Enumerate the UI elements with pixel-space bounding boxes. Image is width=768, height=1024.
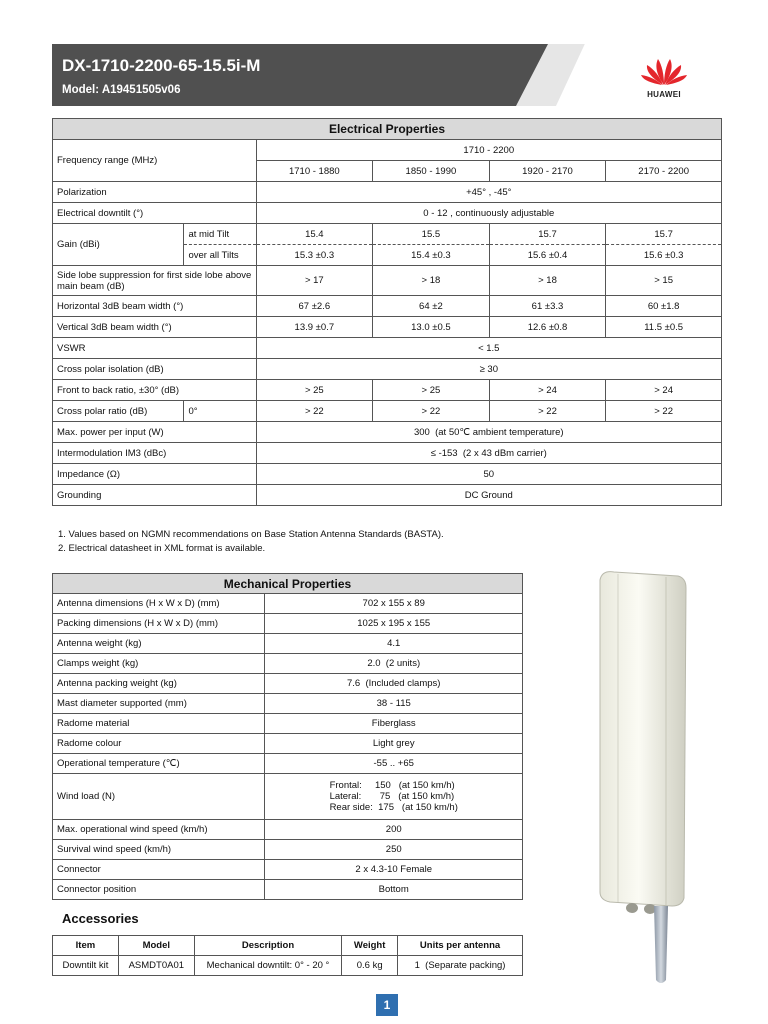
xpr-cell: > 22 xyxy=(489,401,606,422)
vbw-cell: 11.5 ±0.5 xyxy=(606,317,722,338)
acc-col-header: Weight xyxy=(342,936,398,956)
wind-load-value xyxy=(265,774,523,820)
xpr-cell: > 22 xyxy=(606,401,722,422)
mech-value: -55 .. +65 xyxy=(265,754,523,774)
accessories-heading: Accessories xyxy=(62,911,139,926)
mech-value: Bottom xyxy=(265,880,523,900)
hbw-cell: 60 ±1.8 xyxy=(606,296,722,317)
wind-line: Frontal: 150 (at 150 km/h) xyxy=(329,780,455,791)
grounding-value: DC Ground xyxy=(256,485,721,506)
fb-label: Front to back ratio, ±30° (dB) xyxy=(53,380,257,401)
grounding-label: Grounding xyxy=(53,485,257,506)
mech-value: 4.1 xyxy=(265,634,523,654)
mech-value: Light grey xyxy=(265,734,523,754)
mech-label: Radome colour xyxy=(53,734,265,754)
gain-mid-cell: 15.7 xyxy=(606,224,722,245)
acc-cell: 1 (Separate packing) xyxy=(398,956,523,976)
sidelobe-cell: > 15 xyxy=(606,266,722,296)
downtilt-label: Electrical downtilt (°) xyxy=(53,203,257,224)
mechanical-properties-table xyxy=(52,573,523,900)
footnote: 2. Electrical datasheet in XML format is available. xyxy=(58,543,266,554)
gain-mid-cell: 15.7 xyxy=(489,224,606,245)
xpr-cell: > 22 xyxy=(373,401,490,422)
mech-value: 702 x 155 x 89 xyxy=(265,594,523,614)
mech-label: Operational temperature (℃) xyxy=(53,754,265,774)
power-value: 300 (at 50℃ ambient temperature) xyxy=(256,422,721,443)
gain-label: Gain (dBi) xyxy=(53,224,184,266)
accessories-table xyxy=(52,935,523,976)
xpr-angle: 0° xyxy=(184,401,256,422)
vbw-cell: 13.0 ±0.5 xyxy=(373,317,490,338)
mech-value: 7.6 (Included clamps) xyxy=(265,674,523,694)
band-cell: 1710 - 1880 xyxy=(256,161,373,182)
product-title: DX-1710-2200-65-15.5i-M xyxy=(62,56,261,75)
xpi-value: ≥ 30 xyxy=(256,359,721,380)
product-model: Model: A19451505v06 xyxy=(62,84,181,96)
band-cell: 1920 - 2170 xyxy=(489,161,606,182)
electrical-properties-table xyxy=(52,118,722,506)
polarization-label: Polarization xyxy=(53,182,257,203)
band-cell: 1850 - 1990 xyxy=(373,161,490,182)
brand-name: HUAWEI xyxy=(647,90,681,99)
wind-line: Rear side: 175 (at 150 km/h) xyxy=(329,802,458,813)
vbw-cell: 13.9 ±0.7 xyxy=(256,317,373,338)
vswr-label: VSWR xyxy=(53,338,257,359)
page-number-badge: 1 xyxy=(376,994,398,1016)
sidelobe-label: Side lobe suppression for first side lobe above main beam (dB) xyxy=(53,266,257,296)
fb-cell: > 25 xyxy=(373,380,490,401)
gain-mid-label: at mid Tilt xyxy=(184,224,256,245)
gain-mid-cell: 15.4 xyxy=(256,224,373,245)
sidelobe-cell: > 17 xyxy=(256,266,373,296)
hbw-label: Horizontal 3dB beam width (°) xyxy=(53,296,257,317)
title-banner xyxy=(52,44,716,106)
xpi-label: Cross polar isolation (dB) xyxy=(53,359,257,380)
mech-value: 200 xyxy=(265,820,523,840)
fb-cell: > 24 xyxy=(489,380,606,401)
mech-label: Antenna dimensions (H x W x D) (mm) xyxy=(53,594,265,614)
gain-all-cell: 15.4 ±0.3 xyxy=(373,245,490,266)
mech-value: 2.0 (2 units) xyxy=(265,654,523,674)
mech-label: Mast diameter supported (mm) xyxy=(53,694,265,714)
fb-cell: > 25 xyxy=(256,380,373,401)
downtilt-value: 0 - 12 , continuously adjustable xyxy=(256,203,721,224)
mech-value: 250 xyxy=(265,840,523,860)
band-cell: 2170 - 2200 xyxy=(606,161,722,182)
mech-label: Packing dimensions (H x W x D) (mm) xyxy=(53,614,265,634)
mech-value: 38 - 115 xyxy=(265,694,523,714)
gain-all-cell: 15.6 ±0.3 xyxy=(606,245,722,266)
sidelobe-cell: > 18 xyxy=(373,266,490,296)
mech-value: Fiberglass xyxy=(265,714,523,734)
footnote: 1. Values based on NGMN recommendations on Base Station Antenna Standards (BASTA). xyxy=(58,529,444,540)
im3-value: ≤ -153 (2 x 43 dBm carrier) xyxy=(256,443,721,464)
huawei-flower-icon xyxy=(634,53,694,87)
im3-label: Intermodulation IM3 (dBc) xyxy=(53,443,257,464)
vbw-cell: 12.6 ±0.8 xyxy=(489,317,606,338)
mech-label: Max. operational wind speed (km/h) xyxy=(53,820,265,840)
fb-cell: > 24 xyxy=(606,380,722,401)
mech-label: Antenna weight (kg) xyxy=(53,634,265,654)
gain-mid-cell: 15.5 xyxy=(373,224,490,245)
gain-all-label: over all Tilts xyxy=(184,245,256,266)
gain-all-cell: 15.6 ±0.4 xyxy=(489,245,606,266)
xpr-cell: > 22 xyxy=(256,401,373,422)
mech-value: 1025 x 195 x 155 xyxy=(265,614,523,634)
mech-label: Connector xyxy=(53,860,265,880)
mech-value: 2 x 4.3-10 Female xyxy=(265,860,523,880)
acc-cell: Mechanical downtilt: 0° - 20 ° xyxy=(194,956,341,976)
acc-col-header: Item xyxy=(53,936,119,956)
antenna-product-image xyxy=(592,566,688,990)
polarization-value: +45° , -45° xyxy=(256,182,721,203)
electrical-heading: Electrical Properties xyxy=(53,119,722,140)
gain-all-cell: 15.3 ±0.3 xyxy=(256,245,373,266)
acc-col-header: Description xyxy=(194,936,341,956)
mech-label: Antenna packing weight (kg) xyxy=(53,674,265,694)
acc-col-header: Model xyxy=(118,936,194,956)
sidelobe-cell: > 18 xyxy=(489,266,606,296)
mech-label: Clamps weight (kg) xyxy=(53,654,265,674)
wind-line: Lateral: 75 (at 150 km/h) xyxy=(329,791,455,802)
xpr-label: Cross polar ratio (dB) xyxy=(53,401,184,422)
vswr-value: < 1.5 xyxy=(256,338,721,359)
mech-label: Connector position xyxy=(53,880,265,900)
mechanical-heading: Mechanical Properties xyxy=(53,574,523,594)
acc-cell: 0.6 kg xyxy=(342,956,398,976)
impedance-value: 50 xyxy=(256,464,721,485)
wind-load-label: Wind load (N) xyxy=(53,774,265,820)
mech-label: Radome material xyxy=(53,714,265,734)
frequency-label: Frequency range (MHz) xyxy=(53,140,257,182)
hbw-cell: 61 ±3.3 xyxy=(489,296,606,317)
power-label: Max. power per input (W) xyxy=(53,422,257,443)
hbw-cell: 67 ±2.6 xyxy=(256,296,373,317)
hbw-cell: 64 ±2 xyxy=(373,296,490,317)
acc-col-header: Units per antenna xyxy=(398,936,523,956)
huawei-logo xyxy=(634,53,694,99)
acc-cell: Downtilt kit xyxy=(53,956,119,976)
impedance-label: Impedance (Ω) xyxy=(53,464,257,485)
vbw-label: Vertical 3dB beam width (°) xyxy=(53,317,257,338)
footnotes xyxy=(58,528,444,556)
mech-label: Survival wind speed (km/h) xyxy=(53,840,265,860)
acc-cell: ASMDT0A01 xyxy=(118,956,194,976)
frequency-overall: 1710 - 2200 xyxy=(256,140,721,161)
